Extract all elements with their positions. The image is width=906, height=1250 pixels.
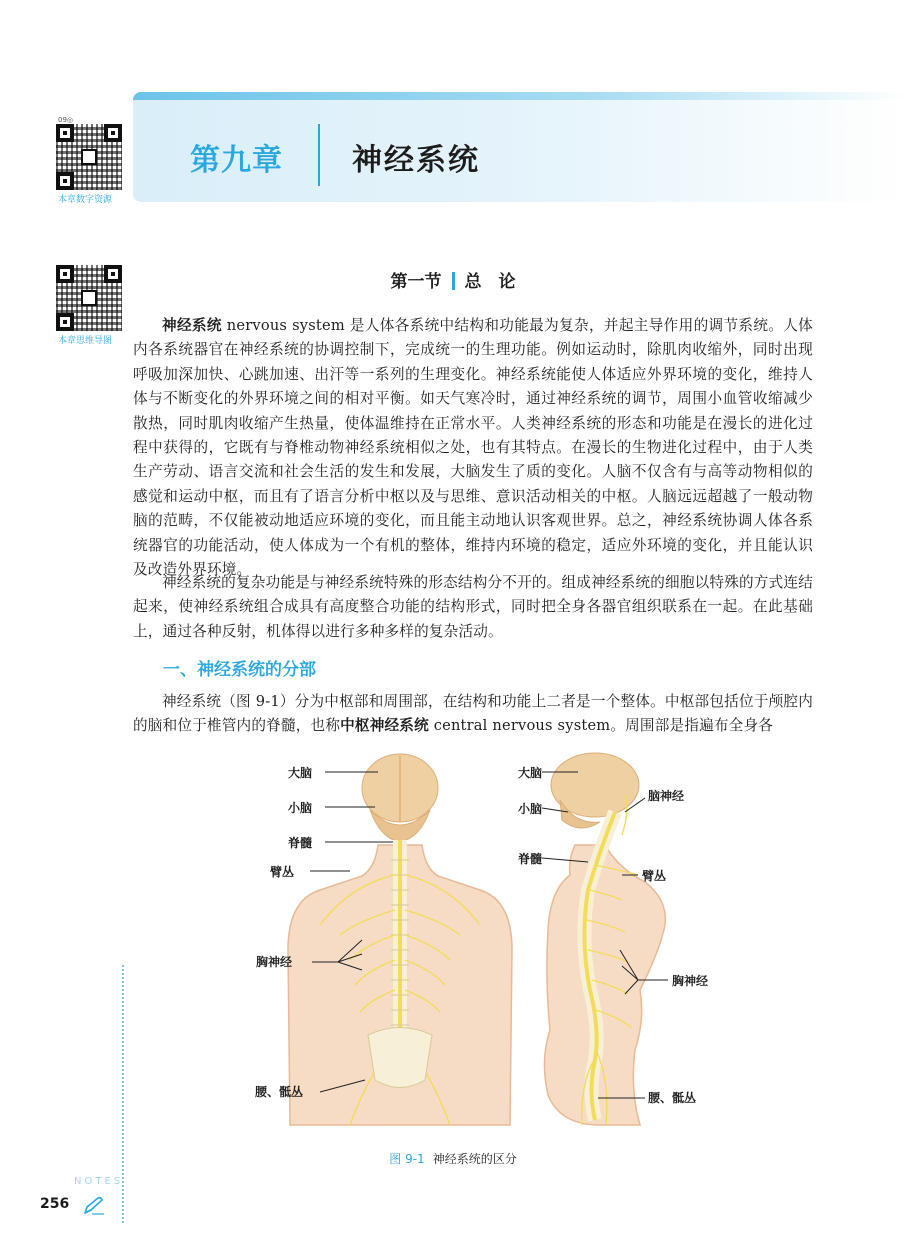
figure-nervous-system <box>250 750 720 1140</box>
paragraph-text: central nervous system。周围部是指遍布全身各 <box>428 717 774 735</box>
label-back-cerebellum: 小脑 <box>288 801 313 815</box>
paragraph-text: 神经系统（图 9-1）分为中枢部和周围部，在结构和功能上二者是一个整体。中枢部包括位于颅腔内的脑和位于椎管内的脊髓，也称 <box>133 693 813 735</box>
key-term: 神经系统 <box>162 317 222 334</box>
key-term: 中枢神经系统 <box>340 717 429 735</box>
chapter-title-divider <box>318 124 320 186</box>
paragraph-text: nervous system 是人体各系统中结构和功能最为复杂，并起主导作用的调节系统。人体内各系统器官在神经系统的协调控制下，完成统一的生理功能。例如运动时，除肌肉收缩外，同时出现呼吸加深加快、心跳加速、出汗等一系列的生理变化。神经系统能使人体适应外界环境的变化，维持人体与不断变化的外界环境之间的相对平衡。如天气寒冷时，通过神经系统的调节，周围小血管收缩减少散热，同时肌肉收缩产生热量，使体温维持在正常水平。人类神经系统的形态和功能是在漫长的进化过程中获得的，它既有与脊椎动物神经系统相似之处，也有其特点。在漫长的生物进化过程中，由于人类生产劳动、语言交流和社会生活的发生和发展，大脑发生了质的变化。人脑不仅含有与高等动物相似的感觉和运动中枢，而且有了语言分析中枢以及与思维、意识活动相关的中枢。人脑远远超越了一般动物脑的范畴，不仅能被动地适应环境的变化，而且能主动地认识客观世界。总之，神经系统协调人体各系统器官的功能活动，使人体成为一个有机的整体，维持内环境的稳定，适应外环境的变化，并且能认识及改造外界环境。 <box>133 317 813 579</box>
nervous-system-illustration <box>250 750 720 1140</box>
label-side-lumbosacral-plexus: 腰、骶丛 <box>648 1091 697 1105</box>
label-back-cerebrum: 大脑 <box>288 766 313 780</box>
paragraph-text: 神经系统的复杂功能是与神经系统特殊的形态结构分不开的。组成神经系统的细胞以特殊的方式连结起来，使神经系统组合成具有高度整合功能的结构形式，同时把全身各器官组织联系在一起。在此基础上，通过各种反射，机体得以进行多种多样的复杂活动。 <box>133 574 813 640</box>
label-back-spinal-cord: 脊髓 <box>288 836 313 850</box>
pencil-icon <box>82 1196 106 1216</box>
qr-code-caption: 本章思维导图 <box>58 336 113 346</box>
label-side-cerebrum: 大脑 <box>518 766 543 780</box>
side-view-illustration <box>544 753 665 1125</box>
label-back-lumbosacral-plexus: 腰、骶丛 <box>255 1085 304 1099</box>
notes-label: NOTES <box>74 1176 124 1187</box>
label-side-brachial-plexus: 臂丛 <box>642 869 667 883</box>
section-number: 第一节 <box>390 272 442 292</box>
figure-caption-text: 神经系统的区分 <box>432 1152 517 1166</box>
label-side-spinal-cord: 脊髓 <box>518 852 543 866</box>
paragraph-intro <box>133 314 813 582</box>
section-title: 总 论 <box>464 272 516 292</box>
figure-number: 图 9-1 <box>389 1152 425 1166</box>
label-side-thoracic-nerves: 胸神经 <box>672 974 709 988</box>
section-divider <box>452 272 455 290</box>
qr-code-caption: 本章数字资源 <box>58 195 113 205</box>
page-number: 256 <box>40 1196 70 1212</box>
back-view-illustration <box>288 754 512 1125</box>
label-side-cerebellum: 小脑 <box>518 802 543 816</box>
label-side-cranial-nerves: 脑神经 <box>648 789 685 803</box>
chapter-number: 第九章 <box>190 143 283 178</box>
label-back-thoracic-nerves: 胸神经 <box>256 955 293 969</box>
paragraph-divisions <box>133 690 813 739</box>
paragraph-structure <box>133 571 813 644</box>
figure-caption <box>0 1150 906 1167</box>
subsection-heading: 一、神经系统的分部 <box>163 660 316 680</box>
label-back-brachial-plexus: 臂丛 <box>270 865 295 879</box>
qr-code-digital-resources[interactable] <box>56 124 122 190</box>
qr-code-tag: 09◎ <box>58 116 74 124</box>
section-heading <box>0 267 906 292</box>
chapter-title: 神经系统 <box>352 143 480 178</box>
